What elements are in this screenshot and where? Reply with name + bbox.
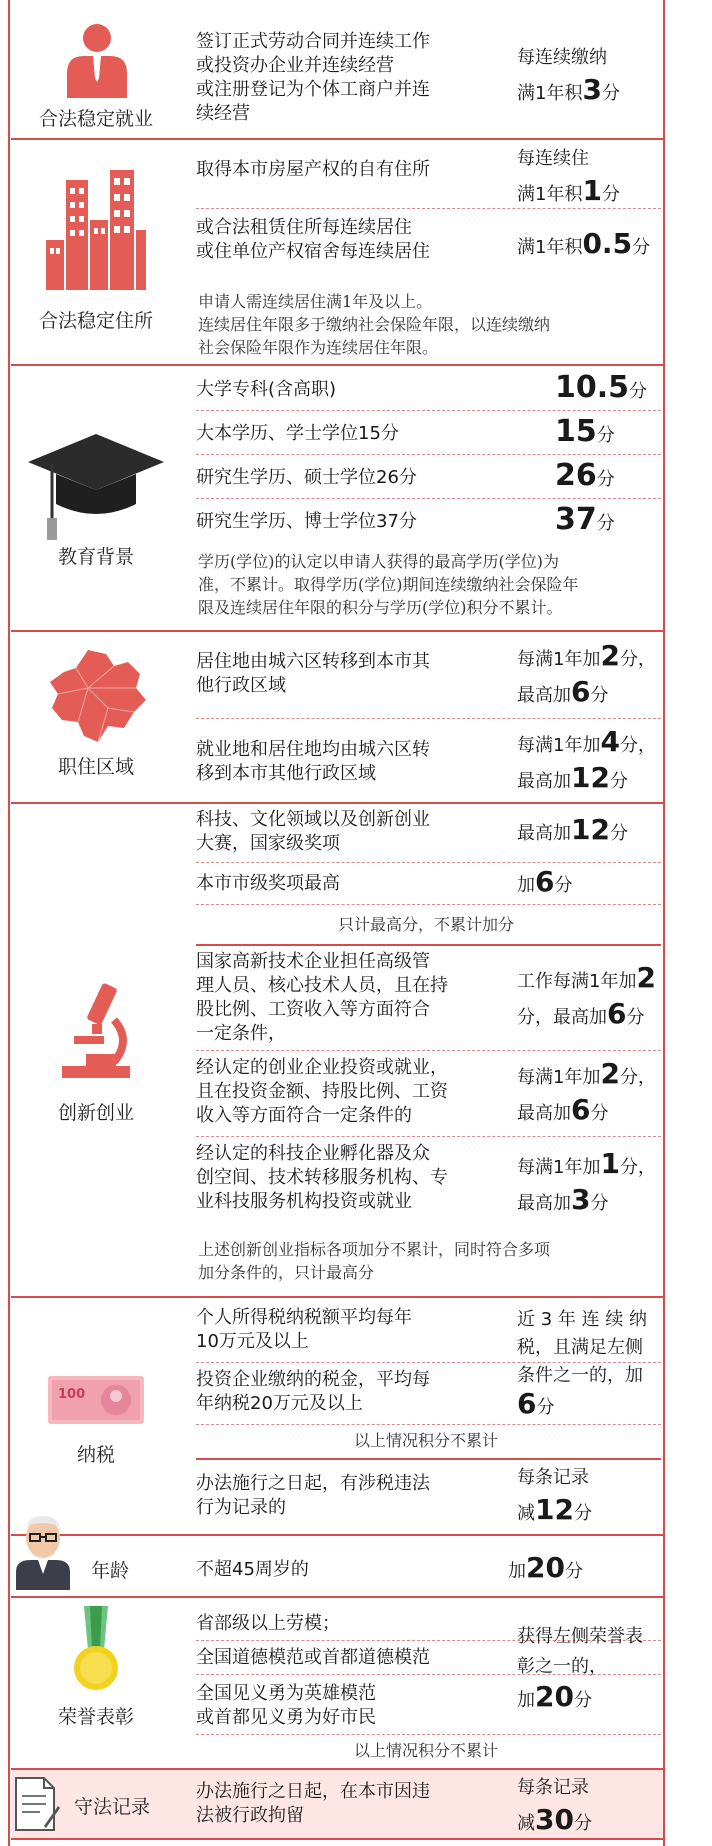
section-title-employment: 合法稳定就业	[38, 108, 153, 130]
beijing-map-icon	[48, 648, 148, 748]
document-pen-icon	[14, 1776, 60, 1832]
person-icon	[62, 18, 132, 98]
tax-score-3: 每条记录 减12分	[517, 1467, 592, 1526]
honor-condition-3: 全国见义勇为英雄模范 或首都见义勇为好市民	[196, 1683, 376, 1728]
dashed-divider	[196, 1050, 661, 1051]
innovation-condition-4: 经认定的创业企业投资或就业， 且在投资金额、持股比例、工资 收入等方面符合一定条件的	[196, 1057, 448, 1126]
honor-condition-2: 全国道德模范或首都道德模范	[196, 1647, 430, 1668]
microscope-icon	[56, 980, 136, 1080]
region-score-2: 每满1年加4分， 最高加12分	[517, 725, 656, 794]
divider	[11, 1838, 663, 1840]
residence-condition-1: 取得本市房屋产权的自有住所	[196, 159, 430, 180]
divider	[11, 630, 663, 632]
section-title-law: 守法记录	[73, 1796, 150, 1818]
dashed-divider	[196, 454, 661, 455]
right-border	[663, 0, 665, 1846]
tax-condition-1: 个人所得税纳税额平均每年 10万元及以上	[196, 1307, 412, 1352]
section-title-honor: 荣誉表彰	[57, 1706, 134, 1728]
law-score: 每条记录 减30分	[517, 1777, 592, 1836]
innovation-note-2: 上述创新创业指标各项加分不累计，同时符合多项 加分条件的，只计最高分	[198, 1240, 551, 1282]
tax-condition-2: 投资企业缴纳的税金，平均每 年纳税20万元及以上	[196, 1369, 430, 1414]
age-condition: 不超45周岁的	[196, 1559, 309, 1580]
region-score-1: 每满1年加2分， 最高加6分	[517, 639, 656, 708]
dashed-divider	[196, 208, 661, 209]
dashed-divider	[196, 498, 661, 499]
honor-note: 以上情况积分不累计	[353, 1741, 498, 1760]
innovation-score-3: 工作每满1年加2 分，最高加6分	[517, 961, 656, 1030]
employment-condition: 签订正式劳动合同并连续工作 或投资办企业并连续经营 或注册登记为个体工商户并连 续经营	[196, 31, 430, 124]
dashed-divider	[196, 904, 661, 905]
graduation-cap-icon	[26, 432, 166, 542]
education-row-label: 大学专科(含高职)	[196, 379, 337, 400]
buildings-icon	[46, 170, 146, 290]
dashed-divider	[196, 862, 661, 863]
tax-note: 以上情况积分不累计	[353, 1431, 498, 1450]
left-border	[8, 0, 10, 1846]
divider	[196, 944, 661, 946]
divider	[11, 1534, 663, 1536]
innovation-score-1: 最高加12分	[517, 813, 628, 846]
dashed-divider	[196, 718, 661, 719]
svg-text:100: 100	[58, 1387, 86, 1402]
innovation-condition-5: 经认定的科技企业孵化器及众 创空间、技术转移服务机构、专 业科技服务机构投资或就业	[196, 1143, 448, 1212]
innovation-condition-2: 本市市级奖项最高	[196, 873, 340, 894]
divider	[11, 1296, 663, 1298]
divider	[11, 364, 663, 366]
law-condition: 办法施行之日起，在本市因违 法被行政拘留	[196, 1781, 430, 1826]
residence-note: 申请人需连续居住满1年及以上。 连续居住年限多于缴纳社会保险年限，以连续缴纳 社会保险年限作为连续居住年限。	[198, 292, 551, 357]
divider	[11, 138, 663, 140]
dashed-divider	[196, 410, 661, 411]
elderly-man-icon	[12, 1510, 74, 1590]
tax-score: 近 3 年 连 续 纳 税，且满足左侧 条件之一的，加 6分	[517, 1309, 648, 1420]
residence-score-2: 满1年积0.5分	[517, 227, 651, 260]
region-condition-2: 就业地和居住地均由城六区转 移到本市其他行政区域	[196, 739, 430, 784]
residence-condition-2: 或合法租赁住所每连续居住 或住单位产权宿舍每连续居住	[196, 217, 430, 262]
education-note: 学历(学位)的认定以申请人获得的最高学历(学位)为 准，不累计。取得学历(学位)期间连续缴纳社会保险年 限及连续居住年限的积分与学历(学位)积分不累计。	[198, 552, 579, 617]
education-row-label: 大本学历、学士学位15分	[196, 423, 399, 444]
section-title-education: 教育背景	[57, 546, 134, 568]
banknote-icon	[48, 1376, 144, 1424]
tax-condition-3: 办法施行之日起，有涉税违法 行为记录的	[196, 1473, 430, 1518]
education-row-label: 研究生学历、博士学位37分	[196, 511, 417, 532]
education-row-score: 15分	[555, 414, 615, 449]
section-title-age: 年龄	[90, 1560, 129, 1582]
education-row-label: 研究生学历、硕士学位26分	[196, 467, 417, 488]
dashed-divider	[196, 1734, 661, 1735]
innovation-condition-3: 国家高新技术企业担任高级管 理人员、核心技术人员，且在持 股比例、工资收入等方面符合 一定条件，	[196, 951, 448, 1044]
divider	[11, 1596, 663, 1598]
region-condition-1: 居住地由城六区转移到本市其 他行政区域	[196, 651, 430, 696]
employment-score: 每连续缴纳 满1年积3分	[517, 47, 620, 106]
innovation-note-1: 只计最高分，不累计加分	[337, 915, 514, 934]
section-title-innovation: 创新创业	[57, 1102, 134, 1124]
honor-score: 获得左侧荣誉表 彰之一的， 加20分	[517, 1626, 643, 1713]
education-row-score: 26分	[555, 458, 615, 493]
education-row-score: 10.5分	[555, 370, 648, 405]
innovation-score-2: 加6分	[517, 865, 573, 898]
medal-icon	[70, 1606, 122, 1692]
section-title-residence: 合法稳定住所	[38, 310, 153, 332]
innovation-condition-1: 科技、文化领域以及创新创业 大赛，国家级奖项	[196, 809, 430, 854]
education-row-score: 37分	[555, 502, 615, 537]
innovation-score-4: 每满1年加2分， 最高加6分	[517, 1057, 656, 1126]
section-title-region: 职住区域	[57, 756, 134, 778]
residence-score-1: 每连续住 满1年积1分	[517, 148, 620, 207]
dashed-divider	[196, 1424, 661, 1425]
age-score: 加20分	[508, 1551, 583, 1584]
divider	[11, 802, 663, 804]
divider	[196, 1458, 661, 1460]
honor-condition-1: 省部级以上劳模；	[196, 1613, 340, 1634]
dashed-divider	[196, 1136, 661, 1137]
innovation-score-5: 每满1年加1分， 最高加3分	[517, 1147, 656, 1216]
section-title-tax: 纳税	[76, 1444, 115, 1466]
